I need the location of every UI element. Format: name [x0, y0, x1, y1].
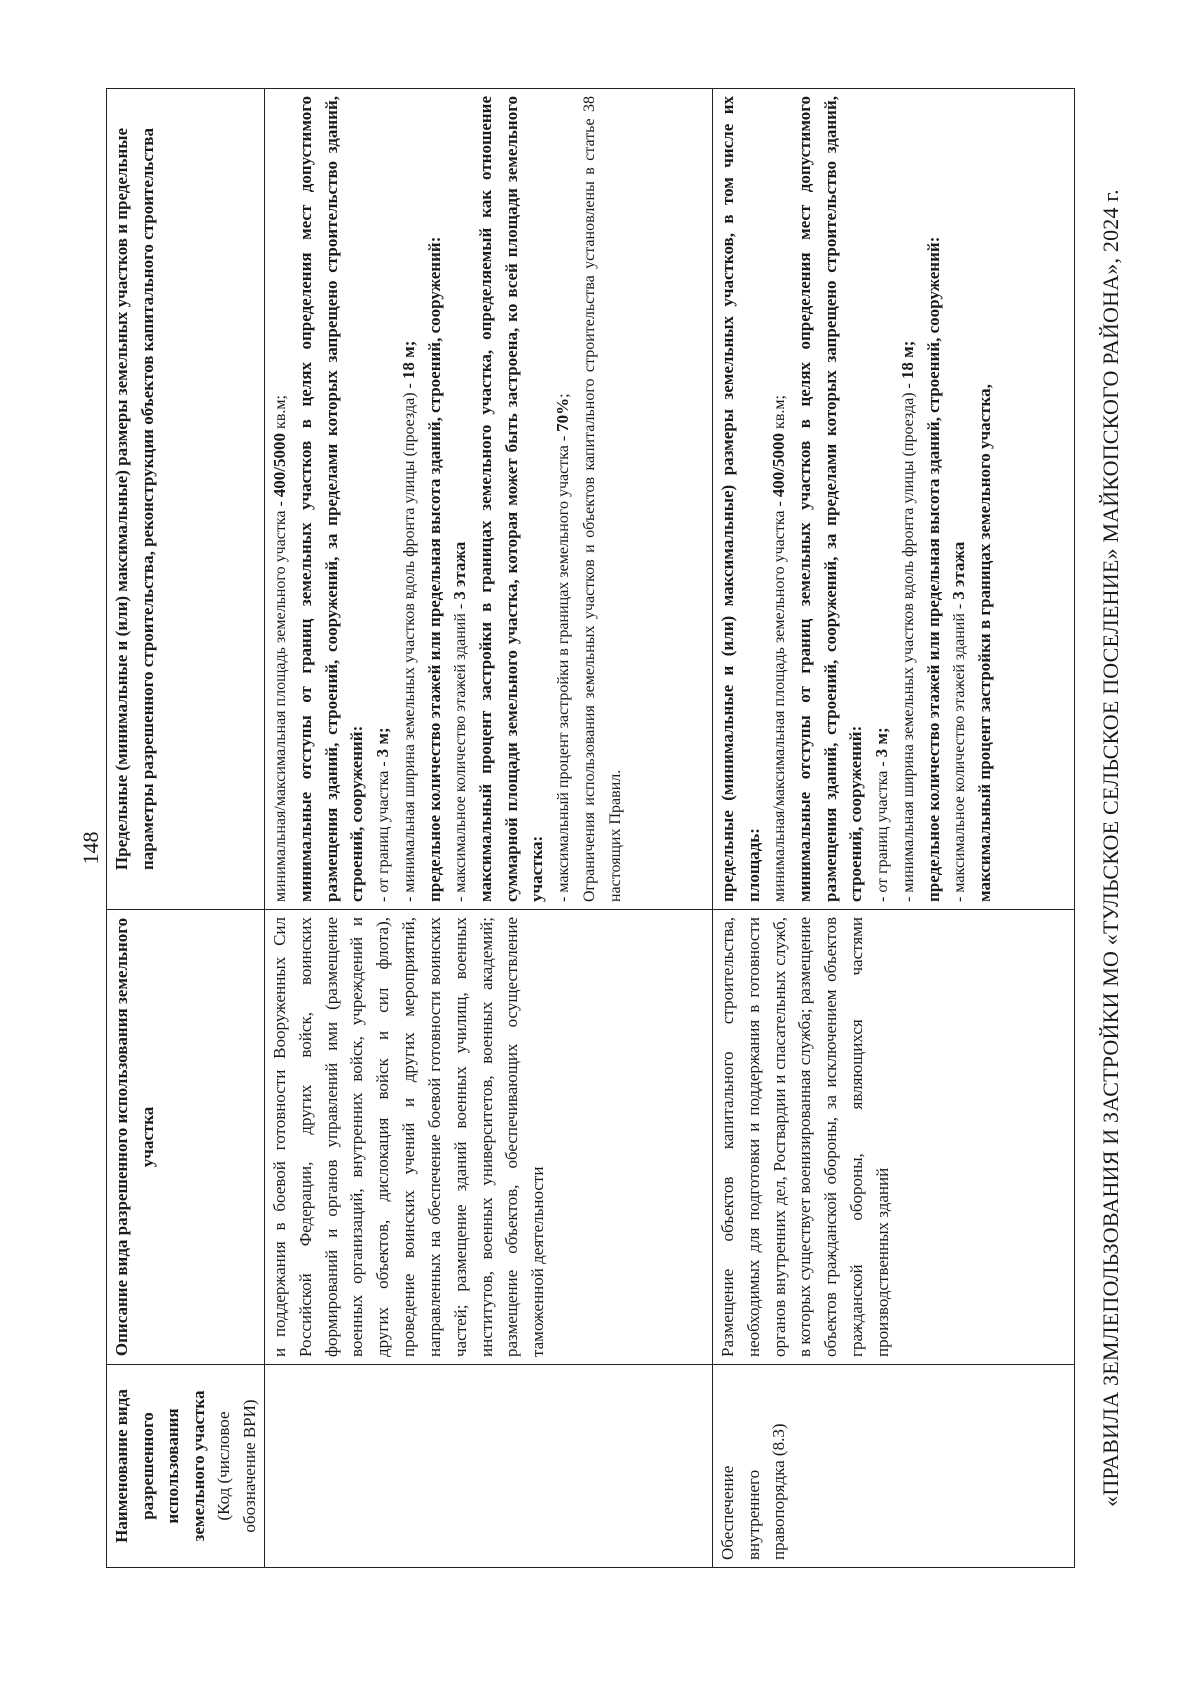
- page-number: 148: [78, 831, 103, 865]
- row2-boundary-label: - от границ участка -: [873, 757, 891, 902]
- row1-boundary-value: 3 м;: [372, 727, 392, 758]
- row1-floors-value: 3 этажа: [450, 541, 469, 600]
- row1-area-unit: кв.м;: [272, 395, 289, 433]
- row1-coverage-label: - максимальный процент застройки в границах земельного участка -: [554, 431, 572, 902]
- row2-floors-value: 3 этажа: [949, 541, 968, 600]
- row2-description: Размещение объектов капитального строительства, необходимых для подготовки и поддержания в готовности органов внутренних дел, Росгвардии и спасательных служб, в которых существует военизированная служба; размещение объектов гражданской обороны, за исключением объектов гражданской обороны, являющихся частями производственных зданий: [713, 910, 1075, 1365]
- row1-name: [265, 1365, 713, 1568]
- row1-params: [265, 89, 713, 910]
- row2-floors-label: - максимальное количество этажей зданий -: [951, 599, 968, 902]
- header-name-code: (Код (числовое обозначение ВРИ): [214, 1399, 259, 1533]
- zoning-table: [106, 88, 1075, 1568]
- header-params: Предельные (минимальные и (или) максимальные) размеры земельных участков и предельные параметры разрешенного строительства, реконструкции объектов капитального строительства: [107, 89, 265, 910]
- row1-boundary-label: - от границ участка -: [374, 757, 392, 902]
- row2-params: [713, 89, 1075, 910]
- row2-name: Обеспечение внутреннего правопорядка (8.3): [713, 1365, 1075, 1568]
- row2-area-unit: кв.м;: [771, 395, 788, 433]
- row1-width-label: - минимальная ширина земельных участков вдоль фронта улицы (проезда) -: [400, 379, 418, 902]
- row1-area-value: 400/5000: [270, 432, 289, 498]
- row2-setbacks: минимальные отступы от границ земельных участков в целях определения мест допустимого размещения зданий, строений, сооружений, за пределами которых запрещено строительство зданий, строений, сооружений:: [795, 96, 865, 902]
- header-name-text: Наименование вида разрешенного использования земельного участка: [112, 1389, 208, 1543]
- row2-coverage-heading: максимальный процент застройки в границах земельного участка,: [975, 384, 994, 902]
- row1-coverage-end: ;: [554, 393, 572, 398]
- row2-width-value: 18 м;: [897, 340, 917, 380]
- row2-area-value: 400/5000: [769, 432, 788, 498]
- row1-floors-heading: предельное количество этажей или предельная высота зданий, строений, сооружений:: [424, 236, 444, 902]
- row2-size-heading: предельные (минимальные и (или) максимальные) размеры земельных участков, в том числе их площадь:: [718, 96, 763, 902]
- row1-coverage-value: 70%: [552, 397, 572, 432]
- row1-restrictions: Ограничения использования земельных участков и объектов капитального строительства установлены в статье 38 настоящих Правил.: [580, 96, 624, 902]
- row2-width-label: - минимальная ширина земельных участков вдоль фронта улицы (проезда) -: [899, 379, 917, 902]
- table-row: [265, 89, 713, 1568]
- header-name: [107, 1365, 265, 1568]
- row2-boundary-value: 3 м;: [871, 727, 891, 758]
- row2-floors-heading: предельное количество этажей или предельная высота зданий, строений, сооружений:: [923, 236, 943, 902]
- document-footer: «ПРАВИЛА ЗЕМЛЕПОЛЬЗОВАНИЯ И ЗАСТРОЙКИ МО «ТУЛЬСКОЕ СЕЛЬСКОЕ ПОСЕЛЕНИЕ» МАЙКОПСКОГО РАЙОНА», 2024 г.: [1098, 189, 1123, 1507]
- row1-width-value: 18 м;: [398, 340, 418, 380]
- row1-floors-label: - максимальное количество этажей зданий -: [452, 599, 469, 902]
- row1-setbacks: минимальные отступы от границ земельных участков в целях определения мест допустимого размещения зданий, строений, сооружений, за пределами которых запрещено строительство зданий, строений, сооружений:: [296, 96, 366, 902]
- row2-area-label: минимальная/максимальная площадь земельного участка -: [771, 497, 788, 902]
- row1-description: и поддержания в боевой готовности Вооруженных Сил Российской Федерации, других войск, воинских формирований и органов управлений ими (размещение военных организаций, внутренних войск, учреждений и других объектов, дислокация войск и сил флота), проведение воинских учений и других мероприятий, направленных на обеспечение боевой готовности воинских частей; размещение зданий военных училищ, военных институтов, военных университетов, военных академий; размещение объектов, обеспечивающих осуществление таможенной деятельности: [265, 910, 713, 1365]
- table-row: [713, 89, 1075, 1568]
- header-description: Описание вида разрешенного использования земельного участка: [107, 910, 265, 1365]
- table-header-row: [107, 89, 265, 1568]
- row1-coverage-heading: максимальный процент застройки в границах земельного участка, определяемый как отношение суммарной площади земельного участка, которая может быть застроена, ко всей площади земельного участка:: [476, 96, 546, 902]
- row1-area-label: минимальная/максимальная площадь земельного участка -: [272, 497, 289, 902]
